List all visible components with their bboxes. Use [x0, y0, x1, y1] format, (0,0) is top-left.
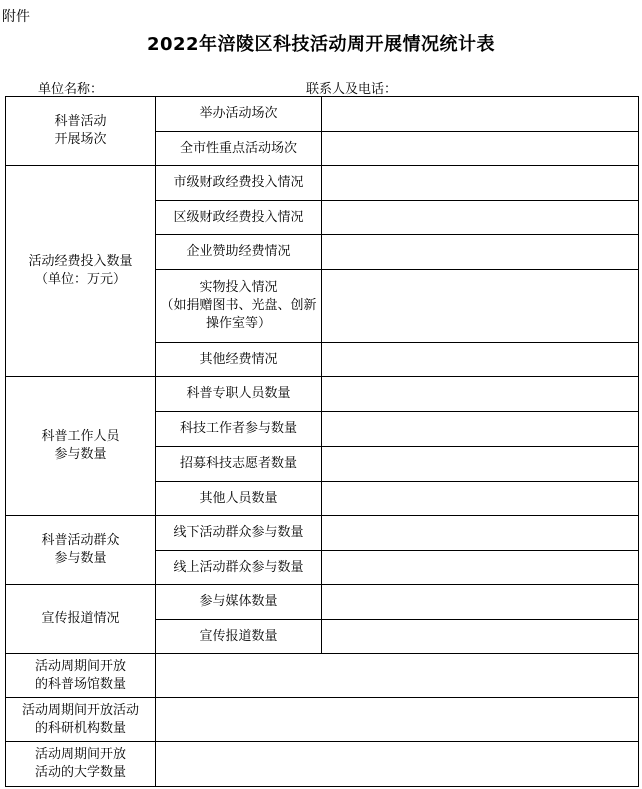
item-label-line: 科普专职人员数量 — [186, 386, 291, 401]
table-row — [6, 742, 639, 787]
category-line: 参与数量 — [54, 551, 107, 566]
item-label-line: 线上活动群众参与数量 — [173, 559, 304, 575]
item-label-cell — [156, 551, 322, 585]
item-label-line: 企业赞助经费情况 — [186, 244, 291, 259]
item-label-cell — [156, 270, 322, 343]
value-cell[interactable] — [322, 377, 639, 412]
table-row — [6, 698, 639, 742]
category-cell — [6, 698, 156, 742]
category-line: 活动周期间开放 — [34, 747, 126, 762]
category-cell — [6, 654, 156, 698]
category-cell — [6, 516, 156, 585]
category-line: 宣传报道情况 — [41, 611, 120, 626]
value-cell[interactable] — [322, 412, 639, 447]
item-label-cell — [156, 482, 322, 516]
category-line: 活动的大学数量 — [34, 765, 126, 780]
unit-name-label: 单位名称： — [38, 82, 104, 97]
value-cell[interactable] — [322, 201, 639, 235]
category-cell — [6, 742, 156, 787]
category-line: 活动经费投入数量 — [28, 254, 133, 269]
item-label-line: 宣传报道数量 — [199, 628, 278, 644]
item-label-line: 科技工作者参与数量 — [179, 421, 297, 436]
item-label-cell — [156, 235, 322, 270]
value-cell[interactable] — [322, 343, 639, 377]
item-label-line: 操作室等） — [205, 316, 271, 331]
value-cell[interactable] — [322, 516, 639, 551]
item-label-line: 其他人员数量 — [199, 490, 278, 506]
item-label-line: 举办活动场次 — [199, 106, 278, 121]
category-line: 活动周期间开放活动 — [21, 702, 139, 718]
page-title: 2022年涪陵区科技活动周开展情况统计表 — [146, 34, 496, 55]
value-cell[interactable] — [322, 447, 639, 482]
contact-label: 联系人及电话： — [306, 82, 398, 97]
item-label-line: 招募科技志愿者数量 — [179, 456, 297, 471]
item-label-line: 参与媒体数量 — [199, 594, 278, 609]
item-label-cell — [156, 343, 322, 377]
table-row — [6, 97, 639, 132]
category-line: 科普活动 — [54, 114, 107, 129]
attachment-label: 附件 — [2, 9, 30, 25]
table-row — [6, 654, 639, 698]
category-line: 的科普场馆数量 — [34, 676, 126, 692]
category-line: 科普工作人员 — [41, 429, 120, 444]
item-label-cell — [156, 620, 322, 654]
item-label-cell — [156, 585, 322, 620]
item-label-line: （如捐赠图书、光盘、创新 — [160, 298, 317, 313]
statistics-table — [5, 96, 639, 787]
value-cell[interactable] — [322, 132, 639, 166]
item-label-line: 市级财政经费投入情况 — [173, 175, 304, 190]
value-cell[interactable] — [322, 97, 639, 132]
category-line: 活动周期间开放 — [34, 658, 126, 674]
value-cell[interactable] — [322, 235, 639, 270]
table-row — [6, 585, 639, 620]
item-label-line: 全市性重点活动场次 — [179, 140, 297, 156]
category-line: 参与数量 — [54, 447, 107, 462]
value-cell[interactable] — [322, 551, 639, 585]
category-line: 的科研机构数量 — [34, 720, 126, 736]
item-label-line: 区级财政经费投入情况 — [173, 209, 304, 225]
table-row — [6, 377, 639, 412]
item-label-line: 实物投入情况 — [199, 280, 278, 295]
category-line: 开展场次 — [54, 132, 107, 147]
item-label-cell — [156, 97, 322, 132]
table-row — [6, 516, 639, 551]
item-label-cell — [156, 201, 322, 235]
value-cell[interactable] — [322, 482, 639, 516]
value-cell[interactable] — [156, 742, 639, 787]
value-cell[interactable] — [156, 698, 639, 742]
value-cell[interactable] — [156, 654, 639, 698]
item-label-cell — [156, 412, 322, 447]
value-cell[interactable] — [322, 585, 639, 620]
value-cell[interactable] — [322, 166, 639, 201]
item-label-cell — [156, 377, 322, 412]
item-label-cell — [156, 447, 322, 482]
table-row — [6, 166, 639, 201]
item-label-cell — [156, 132, 322, 166]
category-cell — [6, 97, 156, 166]
item-label-cell — [156, 166, 322, 201]
value-cell[interactable] — [322, 620, 639, 654]
category-line: 科普活动群众 — [41, 533, 120, 548]
item-label-line: 线下活动群众参与数量 — [173, 525, 304, 540]
item-label-cell — [156, 516, 322, 551]
category-cell — [6, 166, 156, 377]
category-line: （单位：万元） — [34, 272, 126, 287]
category-cell — [6, 585, 156, 654]
value-cell[interactable] — [322, 270, 639, 343]
category-cell — [6, 377, 156, 516]
item-label-line: 其他经费情况 — [199, 351, 278, 367]
